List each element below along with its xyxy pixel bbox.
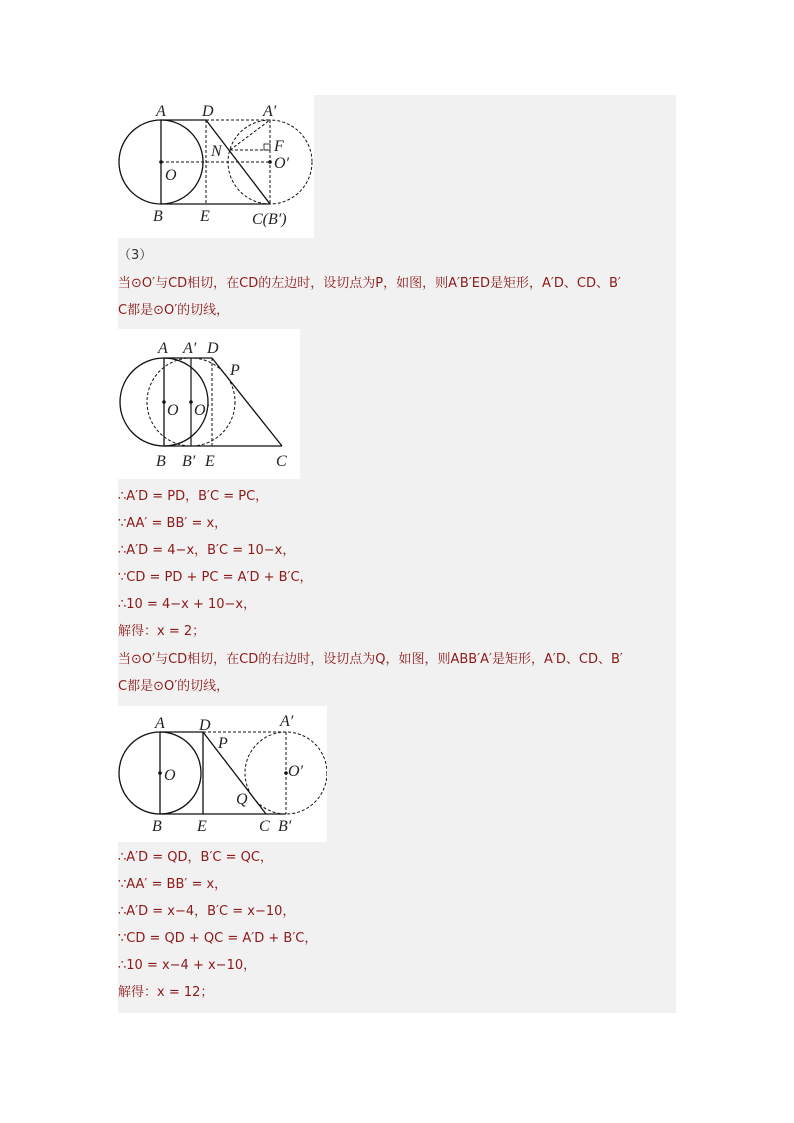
fig1-label-O-prime: O′ xyxy=(274,155,290,172)
case2-step-2: ∵AA′ = BB′ = x， xyxy=(118,877,228,892)
case1-intro-line1: 当⊙O′与CD相切，在CD的左边时，设切点为P，如图，则A′B′ED是矩形，A′D、CD、B′ xyxy=(118,276,621,291)
fig1-label-E: E xyxy=(200,208,210,225)
fig2-label-A: A xyxy=(158,340,168,357)
fig3-label-O: O xyxy=(164,767,176,784)
fig2-label-O: O xyxy=(167,402,179,419)
fig3-label-D: D xyxy=(199,717,211,734)
fig3-label-O-prime: O′ xyxy=(288,763,304,780)
figure-1 xyxy=(118,95,314,238)
figure-3 xyxy=(118,706,327,842)
fig3-label-B: B xyxy=(152,818,162,835)
figure-2 xyxy=(118,329,300,479)
case2-step-1: ∴A′D = QD，B′C = QC， xyxy=(118,850,273,865)
case2-step-3: ∴A′D = x−4，B′C = x−10， xyxy=(118,904,296,919)
fig3-label-C: C xyxy=(259,818,270,835)
case2-intro-line1: 当⊙O′与CD相切，在CD的右边时，设切点为Q，如图，则ABB′A′是矩形，A′D、CD、B′ xyxy=(118,652,623,667)
fig1-label-N: N xyxy=(211,143,222,160)
case2-step-4: ∵CD = QD + QC = A′D + B′C， xyxy=(118,931,318,946)
fig1-label-C: C(B′) xyxy=(252,211,287,228)
case2-step-6: 解得：x = 12； xyxy=(118,985,214,1000)
fig1-label-B: B xyxy=(153,208,163,225)
fig3-label-A-prime: A′ xyxy=(280,713,294,730)
fig3-label-Q: Q xyxy=(236,791,248,808)
part-label: （3） xyxy=(118,248,153,263)
case1-step-1: ∴A′D = PD，B′C = PC， xyxy=(118,489,269,504)
fig2-label-O-prime: O′ xyxy=(194,402,210,419)
fig3-label-P: P xyxy=(218,735,228,752)
case1-step-4: ∵CD = PD + PC = A′D + B′C， xyxy=(118,570,313,585)
fig2-label-B-prime: B′ xyxy=(182,453,196,470)
fig2-label-A-prime: A′ xyxy=(183,340,197,357)
case1-intro-line2: C都是⊙O′的切线， xyxy=(118,303,230,318)
fig2-label-D: D xyxy=(207,340,219,357)
case2-intro-line2: C都是⊙O′的切线， xyxy=(118,679,230,694)
case2-step-5: ∴10 = x−4 + x−10， xyxy=(118,958,257,973)
fig3-label-A: A xyxy=(155,715,165,732)
fig3-label-B-prime: B′ xyxy=(278,818,292,835)
fig1-label-A-prime: A′ xyxy=(263,103,277,120)
fig1-label-A: A xyxy=(156,103,166,120)
fig1-label-D: D xyxy=(202,103,214,120)
case1-step-5: ∴10 = 4−x + 10−x， xyxy=(118,597,257,612)
fig1-label-O: O xyxy=(165,167,177,184)
fig2-label-B: B xyxy=(156,453,166,470)
fig1-label-F: F xyxy=(274,138,284,155)
case1-step-6: 解得：x = 2； xyxy=(118,624,206,639)
fig2-label-P: P xyxy=(230,362,240,379)
fig2-label-C: C xyxy=(276,453,287,470)
fig2-label-E: E xyxy=(205,453,215,470)
solution-sheet xyxy=(118,95,676,1013)
case1-step-3: ∴A′D = 4−x，B′C = 10−x， xyxy=(118,543,296,558)
case1-step-2: ∵AA′ = BB′ = x， xyxy=(118,516,228,531)
fig3-label-E: E xyxy=(197,818,207,835)
